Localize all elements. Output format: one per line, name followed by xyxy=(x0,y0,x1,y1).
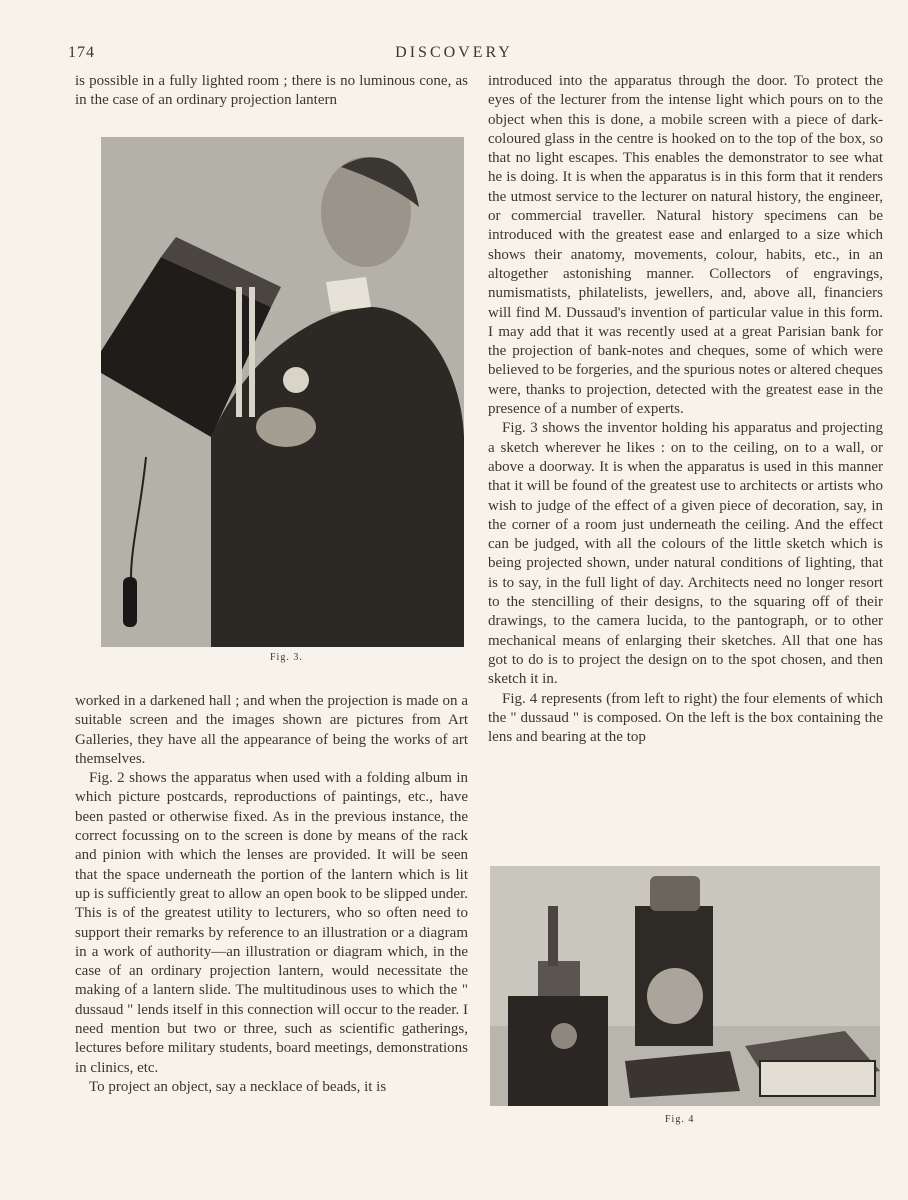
paragraph: To project an object, say a necklace of beads, it is xyxy=(89,1078,387,1095)
paragraph: Fig. 2 shows the apparatus when used with a folding album in which picture postcards, reproductions of paintings, etc., have been pasted or otherwise fixed. As in the previous instance, the correct focussing on to the screen is done by means of the rack and pinion with which the lenses are provided. It will be seen that the space underneath the portion of the lantern which is lit up is sufficiently great to allow an open book to be slipped under. This is of the greatest utility to lecturers, who so often need to support their remarks by reference to an illustration or a diagram in a work of authority—an illustration or diagram which, in the case of an ordinary projection lantern, would necessitate the making of a lantern slide. The multitudinous uses to which the " dussaud " lends itself in this connection will occur to the reader. I need mention but two or three, such as scientific gatherings, lectures before military students, board meetings, demonstrations in clinics, etc. xyxy=(75,770,468,1076)
paragraph: worked in a darkened hall ; and when the projection is made on a suitable screen and the images shown are pictures from Art Galleries, they have all the appearance of being the works of art themselves. xyxy=(75,693,468,767)
left-column-top xyxy=(75,72,468,111)
right-column xyxy=(488,72,883,747)
paragraph: is possible in a fully lighted room ; there is no luminous cone, as in the case of an ordinary projection lantern xyxy=(75,73,468,109)
figure-4-photo xyxy=(490,866,880,1106)
figure-3-photo xyxy=(101,137,464,647)
left-column-bottom xyxy=(75,692,468,1097)
figure-4-caption: Fig. 4 xyxy=(665,1114,695,1125)
page-number: 174 xyxy=(68,44,95,61)
figure-3-caption: Fig. 3. xyxy=(270,652,303,663)
paragraph: Fig. 3 shows the inventor holding his apparatus and projecting a sketch wherever he likes : on to the ceiling, on to a wall, or above a doorway. It is when the apparatus is used in this manner that it will be found of the greatest use to architects or artists who wish to judge of the effect of a given piece of decoration, say, in the corner of a room just underneath the ceiling. And the effect can be judged, with all the colours of the little sketch which is being projected shown, under natural conditions of lighting, that is to say, in the full light of day. Architects need no longer resort to the stencilling of their designs, to the squaring off of their drawings, to the camera lucida, to the pantograph, or to other mechanical means of enlarging their sketches. All that one has got to do is to project the design on to the spot chosen, and then sketch it in. xyxy=(488,420,883,688)
running-title: DISCOVERY xyxy=(395,44,513,61)
paragraph: Fig. 4 represents (from left to right) the four elements of which the " dussaud " is composed. On the left is the box containing the lens and bearing at the top xyxy=(488,690,883,746)
paragraph: introduced into the apparatus through the door. To protect the eyes of the lecturer from the intense light which pours on to the object when this is done, a mobile screen with a piece of dark-coloured glass in the centre is hooked on to the top of the box, so that no light escapes. This enables the demonstrator to see what he is doing. It is when the apparatus is in this form that it renders the utmost service to the lecturer on natural history, the engineer, or commercial traveller. Natural history specimens can be introduced with the greatest ease and enlarged to a size which shows their anatomy, movements, colour, habits, etc., in an altogether astonishing manner. Collectors of engravings, numismatists, philatelists, jewellers, and, above all, financiers will find M. Dussaud's invention of particular value in this form. I may add that it was recently used at a great Parisian bank for the projection of bank-notes and cheques, some of which were believed to be forgeries, and the spurious notes or altered cheques were, thanks to projection, detected with the greatest ease in the presence of a number of experts. xyxy=(488,73,884,418)
